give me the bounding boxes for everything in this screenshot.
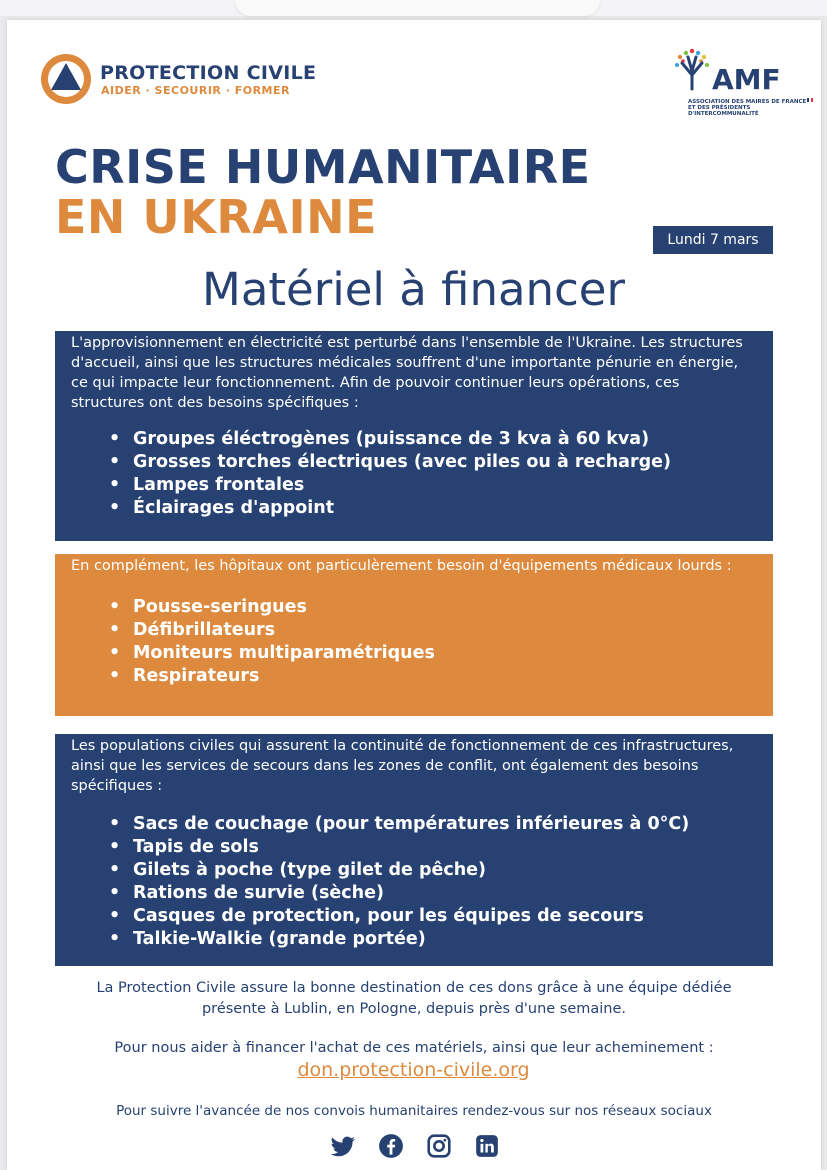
list-item: • Éclairages d'appoint bbox=[109, 497, 757, 520]
amf-wordmark: AMF bbox=[712, 63, 781, 96]
list-item: • Moniteurs multiparamétriques bbox=[109, 642, 757, 665]
france-flag-icon bbox=[806, 98, 814, 102]
donate-link[interactable]: don.protection-civile.org bbox=[297, 1059, 530, 1081]
twitter-icon[interactable] bbox=[330, 1133, 356, 1159]
section-electricity bbox=[55, 331, 773, 541]
section-medical bbox=[55, 554, 773, 716]
list-item: • Sacs de couchage (pour températures inférieures à 0°C) bbox=[109, 813, 757, 836]
org-name: PROTECTION CIVILE bbox=[100, 62, 317, 84]
item-list bbox=[71, 428, 757, 520]
list-item: • Grosses torches électriques (avec piles ou à recharge) bbox=[109, 451, 757, 474]
instagram-icon[interactable] bbox=[426, 1133, 452, 1159]
title-line-1: CRISE HUMANITAIRE bbox=[55, 140, 591, 194]
list-item: • Respirateurs bbox=[109, 665, 757, 688]
linkedin-icon[interactable] bbox=[474, 1133, 500, 1159]
section-intro: Les populations civiles qui assurent la continuité de fonctionnement de ces infrastructures, ainsi que les services de secours dans les zones de conflit, ont également des besoins spécifiques : bbox=[71, 738, 734, 794]
list-item: • Gilets à poche (type gilet de pêche) bbox=[109, 859, 757, 882]
list-item: • Rations de survie (sèche) bbox=[109, 882, 757, 905]
item-list bbox=[71, 596, 757, 688]
browser-notch bbox=[235, 0, 600, 16]
org-tagline: AIDER · SECOURIR · FORMER bbox=[101, 84, 290, 97]
date-badge: Lundi 7 mars bbox=[653, 226, 773, 254]
section-civilians bbox=[55, 734, 773, 966]
list-item: • Groupes éléctrogènes (puissance de 3 kva à 60 kva) bbox=[109, 428, 757, 451]
list-item: • Talkie-Walkie (grande portée) bbox=[109, 928, 757, 951]
social-text: Pour suivre l'avancée de nos convois humanitaires rendez-vous sur nos réseaux sociaux bbox=[116, 1103, 712, 1119]
social-links bbox=[330, 1133, 500, 1159]
item-list bbox=[71, 813, 757, 951]
amf-subtext: ASSOCIATION DES MAIRES DE FRANCE ET DES PRÉSIDENTS D'INTERCOMMUNALITÉ bbox=[688, 99, 807, 117]
list-item: • Lampes frontales bbox=[109, 474, 757, 497]
donate-text: Pour nous aider à financer l'achat de ces matériels, ainsi que leur acheminement : bbox=[114, 1040, 714, 1056]
section-intro: En complément, les hôpitaux ont particulèrement besoin d'équipements médicaux lourds : bbox=[71, 558, 732, 574]
list-item: • Tapis de sols bbox=[109, 836, 757, 859]
title-line-2: EN UKRAINE bbox=[55, 190, 377, 244]
list-item: • Casques de protection, pour les équipes de secours bbox=[109, 905, 757, 928]
protection-civile-logo-icon bbox=[40, 53, 92, 105]
list-item: • Pousse-seringues bbox=[109, 596, 757, 619]
amf-logo-icon bbox=[670, 45, 805, 107]
assurance-text: La Protection Civile assure la bonne destination de ces dons grâce à une équipe dédiée présente à Lublin, en Pologne, depuis près d'une semaine. bbox=[96, 980, 732, 1017]
section-intro: L'approvisionnement en électricité est perturbé dans l'ensemble de l'Ukraine. Les structures d'accueil, ainsi que les structures médicales souffrent d'une importante pénurie en énergie, ce qui impacte leur fonctionnement. Afin de pouvoir continuer leurs opérations, ces structures ont des besoins spécifiques : bbox=[71, 335, 743, 411]
list-item: • Défibrillateurs bbox=[109, 619, 757, 642]
facebook-icon[interactable] bbox=[378, 1133, 404, 1159]
page-subtitle: Matériel à financer bbox=[202, 263, 625, 316]
